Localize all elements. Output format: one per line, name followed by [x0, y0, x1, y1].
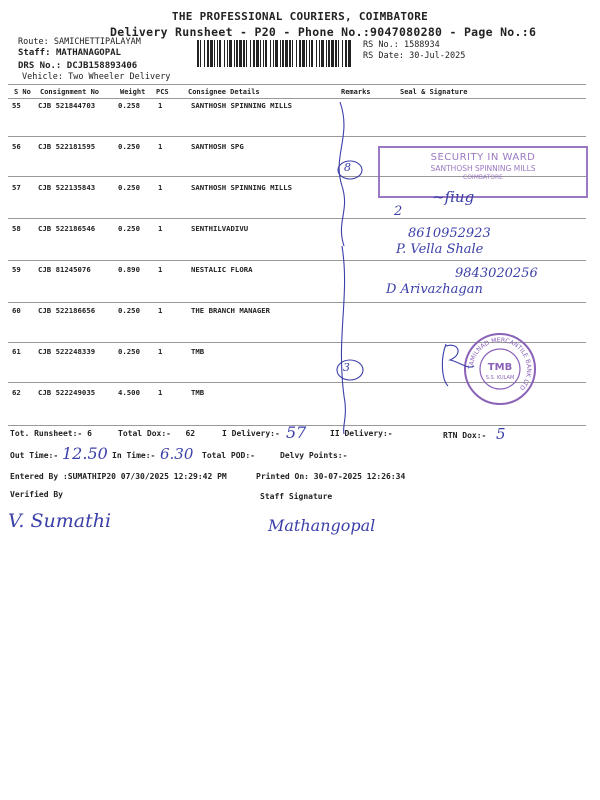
company-title: THE PROFESSIONAL COURIERS, COIMBATORE: [171, 10, 429, 23]
vehicle-label: Vehicle:: [22, 72, 63, 82]
total-dox-label: Total Dox:-: [118, 429, 171, 438]
cell-consignee: TMB: [191, 388, 205, 397]
barcode-bar: [210, 40, 213, 67]
verifier-signature: V. Sumathi: [8, 510, 112, 532]
runsheet-subtitle: Delivery Runsheet - P20 - Phone No.:9047080280 - Page No.:6: [110, 25, 537, 39]
cell-consignee: SENTHILVADIVU: [191, 224, 249, 233]
rs-date-line: [363, 51, 465, 61]
ii-delivery-label: II Delivery:-: [330, 429, 393, 438]
barcode-bar: [302, 40, 305, 67]
cell-consignment: CJB 522186546: [38, 224, 96, 233]
barcode-bar: [292, 40, 293, 67]
i-delivery-label: I Delivery:-: [222, 429, 280, 438]
row59-phone: 9843020256: [455, 266, 538, 281]
total-dox: [118, 429, 195, 438]
barcode-bar: [236, 40, 238, 67]
barcode-bar: [309, 40, 310, 67]
barcode-bar: [321, 40, 324, 67]
cell-sno: 60: [12, 306, 21, 315]
cell-pcs: 1: [158, 306, 163, 315]
barcode-bar: [263, 40, 264, 67]
barcode-bar: [207, 40, 209, 67]
cell-weight: 0.890: [118, 265, 140, 274]
barcode-bar: [227, 40, 228, 67]
cell-sno: 57: [12, 183, 21, 192]
verified-by-label: Verified By: [10, 490, 63, 499]
cell-consignment: CJB 522186656: [38, 306, 96, 315]
row58-name: P. Vella Shale: [396, 242, 484, 257]
cell-consignee: TMB: [191, 347, 205, 356]
barcode-bar: [311, 40, 313, 67]
rs-date-label: RS Date:: [363, 51, 404, 61]
out-time-label: Out Time:-: [10, 451, 59, 460]
barcode-bar: [224, 40, 225, 67]
rs-date-value: 30-Jul-2025: [409, 51, 466, 61]
bank-seal-signature: [438, 340, 478, 390]
cell-sno: 56: [12, 142, 21, 151]
cell-consignment: CJB 522248339: [38, 347, 96, 356]
security-stamp-title: SECURITY IN WARD: [430, 152, 536, 163]
entered-by: Entered By :SUMATHIP20 07/30/2025 12:29:42 PM: [10, 472, 227, 481]
barcode-bar: [214, 40, 215, 67]
barcode-bar: [265, 40, 267, 67]
col-seal: Seal & Signature: [400, 88, 468, 96]
col-pcs: PCS: [156, 88, 169, 96]
security-stamp-city: COIMBATORE: [463, 174, 503, 181]
cell-consignee: SANTHOSH SPG: [191, 142, 244, 151]
tot-runsheet-label: Tot. Runsheet:-: [10, 429, 83, 438]
staff-label: Staff:: [18, 48, 51, 58]
rs-no-value: 1588934: [403, 40, 440, 50]
barcode-bar: [273, 40, 274, 67]
barcode-bar: [319, 40, 320, 67]
cell-consignee: NESTALIC FLORA: [191, 265, 253, 274]
route-label: Route:: [18, 37, 49, 47]
cell-consignee: THE BRANCH MANAGER: [191, 306, 271, 315]
cell-pcs: 1: [158, 265, 163, 274]
cell-sno: 55: [12, 101, 21, 110]
staff-signature: Mathangopal: [268, 516, 376, 535]
col-weight: Weight: [120, 88, 146, 96]
remark-circled-8: 8: [344, 161, 351, 174]
barcode-bar: [296, 40, 297, 67]
bank-seal-branch: S.S. KULAM: [485, 375, 515, 381]
barcode-bar: [217, 40, 218, 67]
cell-weight: 0.250: [118, 183, 140, 192]
barcode-bar: [204, 40, 205, 67]
drs-line: [18, 61, 137, 71]
security-stamp: [378, 146, 588, 198]
rs-no-line: [363, 40, 440, 50]
security-stamp-company: SANTHOSH SPINNING MILLS: [430, 164, 536, 173]
out-time-value: 12.50: [62, 444, 108, 463]
vehicle-value: Two Wheeler Delivery: [68, 72, 171, 82]
barcode-bar: [328, 40, 330, 67]
barcode-bar: [326, 40, 327, 67]
barcode: [197, 40, 353, 67]
cell-consignee: SANTHOSH SPINNING MILLS: [191, 101, 293, 110]
cell-weight: 0.250: [118, 347, 140, 356]
cell-pcs: 1: [158, 101, 163, 110]
barcode-bar: [282, 40, 284, 67]
in-time-label: In Time:-: [112, 451, 156, 460]
drs-value: DCJB158893406: [66, 61, 138, 71]
barcode-bar: [280, 40, 281, 67]
barcode-bar: [253, 40, 255, 67]
barcode-bar: [285, 40, 288, 67]
barcode-bar: [250, 40, 251, 67]
cell-consignment: CJB 522181595: [38, 142, 96, 151]
col-consignment: Consignment No: [40, 88, 100, 96]
cell-consignment: CJB 81245076: [38, 265, 91, 274]
row58-phone: 8610952923: [408, 226, 491, 241]
cell-pcs: 1: [158, 388, 163, 397]
rtn-dox-label: RTN Dox:-: [443, 431, 487, 440]
col-remarks: Remarks: [341, 88, 371, 96]
i-delivery-value: 57: [286, 423, 307, 442]
cell-weight: 4.500: [118, 388, 140, 397]
barcode-bar: [200, 40, 201, 67]
barcode-bar: [243, 40, 245, 67]
barcode-bar: [275, 40, 278, 67]
rs-no-label: RS No.:: [363, 40, 399, 50]
barcode-bar: [342, 40, 343, 67]
cell-sno: 58: [12, 224, 21, 233]
barcode-bar: [338, 40, 339, 67]
staff-signature-label: Staff Signature: [260, 492, 333, 501]
row57-number: 2: [394, 204, 403, 219]
barcode-bar: [234, 40, 235, 67]
row57-signature: ~ſiug: [432, 188, 475, 206]
cell-pcs: 1: [158, 224, 163, 233]
tot-runsheet-value: 6: [87, 429, 92, 438]
delvy-points-label: Delvy Points:-: [280, 451, 348, 460]
barcode-bar: [331, 40, 334, 67]
in-time-value: 6.30: [160, 445, 194, 463]
cell-pcs: 1: [158, 347, 163, 356]
total-pod-label: Total POD:-: [202, 451, 255, 460]
barcode-bar: [348, 40, 351, 67]
barcode-bar: [335, 40, 337, 67]
tot-runsheet: [10, 429, 92, 438]
vehicle-line: [22, 72, 170, 82]
cell-consignment: CJB 522135843: [38, 183, 96, 192]
barcode-bar: [219, 40, 221, 67]
barcode-bar: [345, 40, 347, 67]
rtn-dox-value: 5: [496, 425, 506, 443]
cell-pcs: 1: [158, 183, 163, 192]
row59-name: D Arivazhagan: [386, 282, 483, 297]
staff-line: [18, 48, 121, 58]
cell-sno: 59: [12, 265, 21, 274]
cell-weight: 0.250: [118, 306, 140, 315]
cell-consignee: SANTHOSH SPINNING MILLS: [191, 183, 293, 192]
drs-label: DRS No.:: [18, 61, 62, 71]
cell-sno: 61: [12, 347, 21, 356]
total-dox-value: 62: [185, 429, 196, 438]
barcode-bar: [239, 40, 242, 67]
barcode-bar: [256, 40, 259, 67]
barcode-bar: [260, 40, 261, 67]
route-value: SAMICHETTIPALAYAM: [53, 37, 141, 47]
cell-sno: 62: [12, 388, 21, 397]
cell-consignment: CJB 522249035: [38, 388, 96, 397]
cell-weight: 0.258: [118, 101, 140, 110]
cell-weight: 0.250: [118, 224, 140, 233]
barcode-bar: [270, 40, 271, 67]
barcode-bar: [299, 40, 301, 67]
col-sno: S No: [14, 88, 31, 96]
bank-seal-logo: TMB: [487, 362, 513, 373]
remark-circled-3: 3: [343, 361, 350, 374]
barcode-bar: [229, 40, 232, 67]
barcode-bar: [197, 40, 199, 67]
barcode-bar: [306, 40, 307, 67]
barcode-bar: [316, 40, 317, 67]
staff-value: MATHANAGOPAL: [55, 48, 121, 58]
cell-consignment: CJB 521844703: [38, 101, 96, 110]
printed-on: Printed On: 30-07-2025 12:26:34: [256, 472, 406, 481]
cell-pcs: 1: [158, 142, 163, 151]
remarks-ink-strokes: [322, 96, 372, 436]
barcode-bar: [289, 40, 291, 67]
route-line: [18, 37, 141, 47]
barcode-bar: [246, 40, 247, 67]
bank-seal-ring-text: TAMILNAD MERCANTILE BANK LTD: [467, 336, 533, 392]
cell-weight: 0.250: [118, 142, 140, 151]
col-consignee: Consignee Details: [188, 88, 260, 96]
